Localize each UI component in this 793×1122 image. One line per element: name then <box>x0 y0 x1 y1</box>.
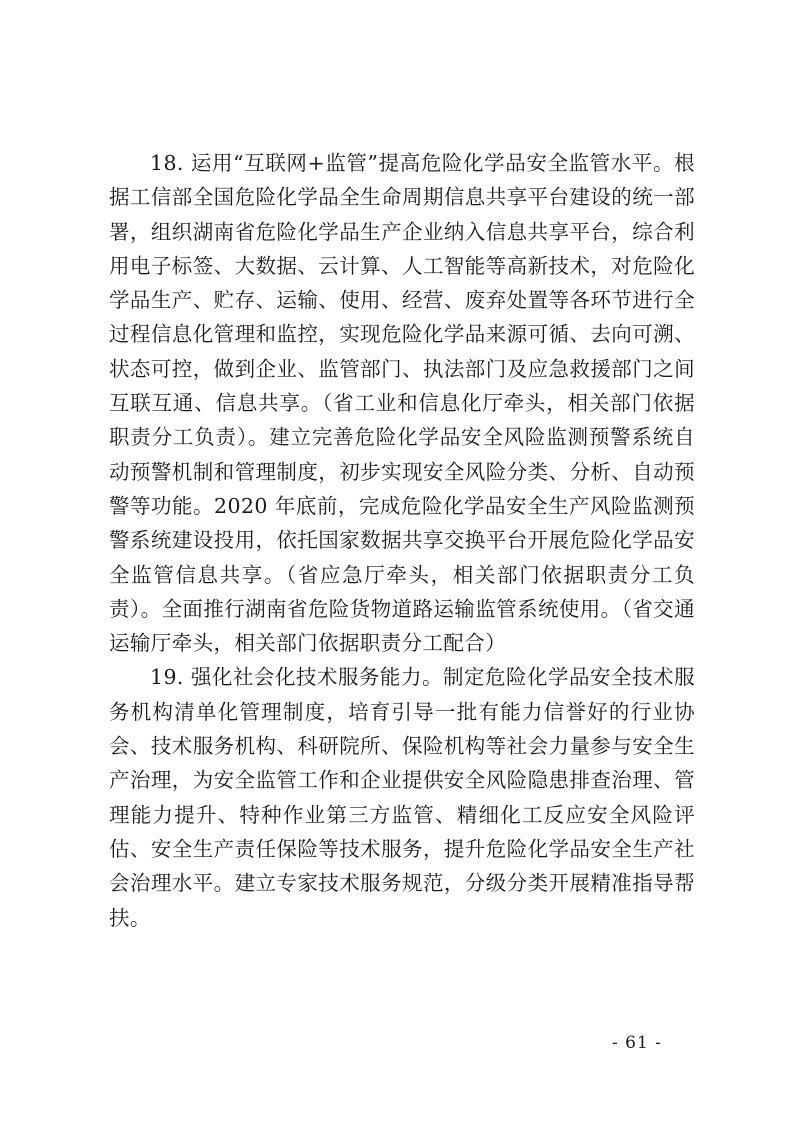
document-body <box>109 146 695 935</box>
paragraph-19: 19. 强化社会化技术服务能力。制定危险化学品安全技术服务机构清单化管理制度，培育引导一批有能力信誉好的行业协会、技术服务机构、科研院所、保险机构等社会力量参与安全生产治理，为安全监管工作和企业提供安全风险隐患排查治理、管理能力提升、特种作业第三方监管、精细化工反应安全风险评估、安全生产责任保险等技术服务，提升危险化学品安全生产社会治理水平。建立专家技术服务规范，分级分类开展精准指导帮扶。 <box>109 665 695 930</box>
paragraph-18: 18. 运用“互联网+监管”提高危险化学品安全监管水平。根据工信部全国危险化学品全生命周期信息共享平台建设的统一部署，组织湖南省危险化学品生产企业纳入信息共享平台，综合利用电子标签、大数据、云计算、人工智能等高新技术，对危险化学品生产、贮存、运输、使用、经营、废弃处置等各环节进行全过程信息化管理和监控，实现危险化学品来源可循、去向可溯、状态可控，做到企业、监管部门、执法部门及应急救援部门之间互联互通、信息共享。（省工业和信息化厅牵头，相关部门依据职责分工负责）。建立完善危险化学品安全风险监测预警系统自动预警机制和管理制度，初步实现安全风险分类、分析、自动预警等功能。2020 年底前，完成危险化学品安全生产风险监测预警系统建设投用，依托国家数据共享交换平台开展危险化学品安全监管信息共享。（省应急厅牵头，相关部门依据职责分工负责）。全面推行湖南省危险货物道路运输监管系统使用。（省交通运输厅牵头，相关部门依据职责分工配合） <box>109 151 695 656</box>
page-number: - 61 - <box>612 1033 662 1053</box>
